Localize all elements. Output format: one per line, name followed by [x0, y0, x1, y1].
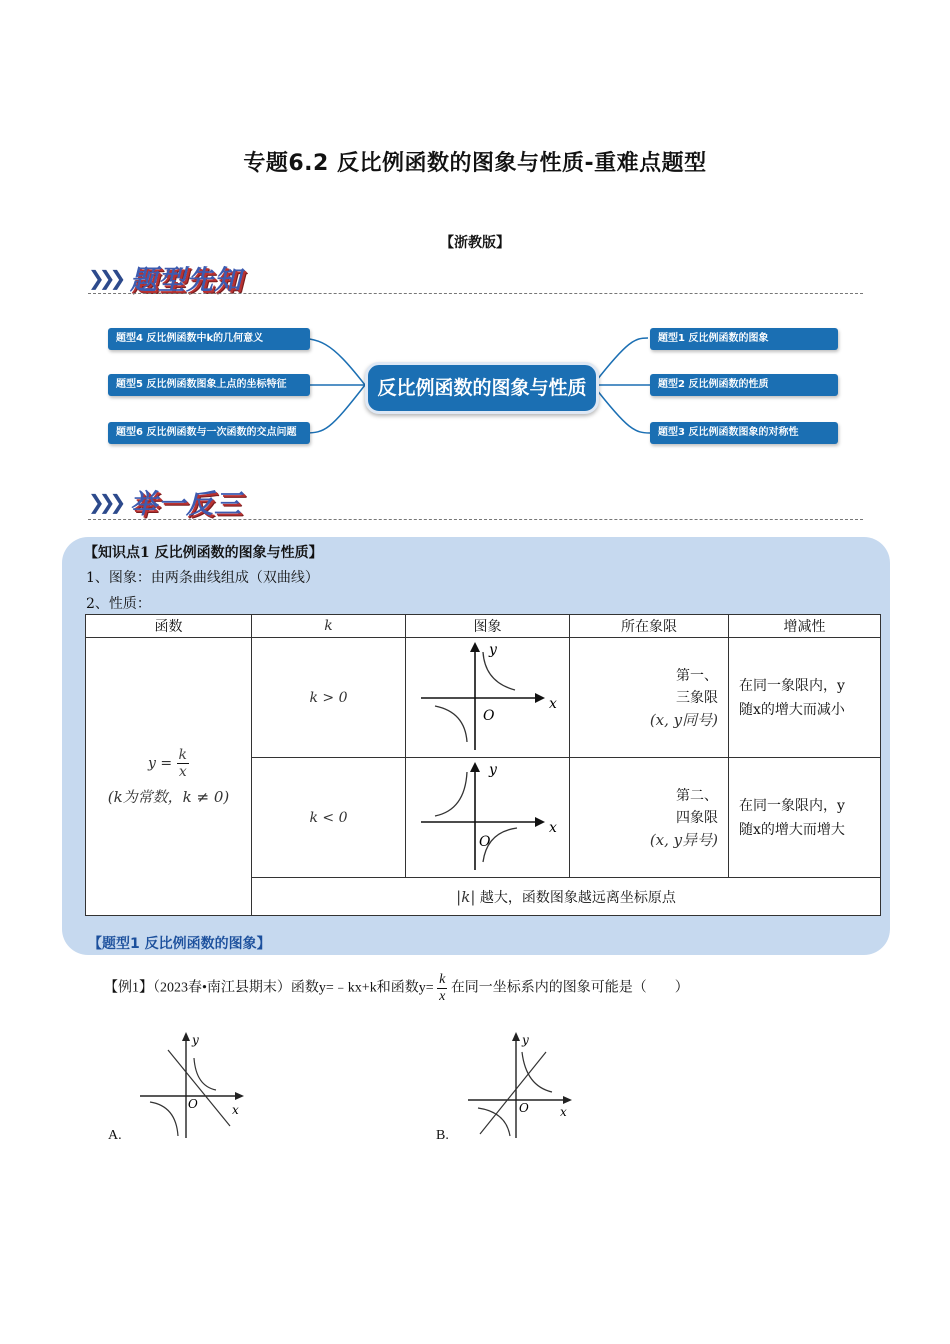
mindmap-type5: 题型5 反比例函数图象上点的坐标特征: [108, 374, 310, 396]
origin-label: O: [188, 1097, 198, 1111]
mindmap-type3: 题型3 反比例函数图象的对称性: [650, 422, 838, 444]
header-quadrant: 所在象限: [570, 615, 729, 638]
axis-x-label: x: [560, 1105, 567, 1119]
fraction-numerator: k: [178, 746, 188, 763]
k-positive: k > 0: [252, 638, 406, 758]
properties-table: [85, 614, 881, 916]
table-row: [86, 638, 881, 758]
arrows-icon: ❯❯❯: [88, 490, 121, 514]
header-k: k: [252, 615, 406, 638]
divider: [88, 293, 863, 294]
option-b-label[interactable]: B.: [436, 1128, 449, 1143]
axis-x-label: x: [548, 696, 557, 712]
trend-text: 随x的增大而减小: [739, 701, 845, 718]
quadrant-negative-cell: [570, 758, 729, 878]
hyperbola-negative-graph: [413, 758, 563, 873]
abs-k: |k|: [456, 887, 476, 906]
mindmap: [100, 300, 862, 468]
arrows-icon: ❯❯❯: [88, 266, 121, 290]
mindmap-type6: 题型6 反比例函数与一次函数的交点问题: [108, 422, 310, 444]
axis-y-label: y: [522, 1033, 529, 1047]
abs-k-text: 越大，函数图象越远离坐标原点: [479, 889, 676, 906]
example-suffix: 在同一坐标系内的图象可能是（ ）: [450, 980, 689, 996]
banner-text: 举一反三: [130, 489, 242, 520]
hyperbola-positive-graph: [413, 638, 563, 753]
mindmap-type1: 题型1 反比例函数的图象: [650, 328, 838, 350]
function-condition: (k为常数，k ≠ 0): [107, 787, 230, 806]
example-question: [104, 972, 689, 1005]
header-monotonicity: 增减性: [729, 615, 881, 638]
quadrant-text: 第二、: [676, 787, 718, 804]
edition-label: 【浙教版】: [440, 235, 510, 251]
mindmap-type2: 题型2 反比例函数的性质: [650, 374, 838, 396]
quadrant-text: 第一、: [676, 667, 718, 684]
knowledge-line-1: 1、图象：由两条曲线组成（双曲线）: [86, 570, 319, 586]
quadrant-text: 三象限: [676, 689, 718, 706]
origin-label: O: [519, 1101, 529, 1115]
header-function: 函数: [86, 615, 252, 638]
axis-y-label: y: [488, 642, 497, 658]
origin-label: O: [482, 708, 494, 724]
fraction-denominator: x: [178, 763, 187, 780]
knowledge-box: [62, 537, 890, 955]
knowledge-line-2: 2、性质：: [86, 596, 151, 612]
k-negative: k < 0: [252, 758, 406, 878]
axis-x-label: x: [232, 1103, 239, 1117]
table-header-row: [86, 615, 881, 638]
quadrant-sign: (x, y异号): [649, 830, 718, 849]
header-graph: 图象: [406, 615, 570, 638]
example-prefix: 【例1】（2023春•南江县期末）函数y=﹣kx+k和函数y=: [104, 980, 434, 996]
trend-negative-cell: [729, 758, 881, 878]
function-y: y =: [147, 755, 173, 771]
banner-type-preview: [88, 258, 318, 298]
example-fraction: [437, 972, 447, 1005]
graph-negative-cell: [406, 758, 570, 878]
page-title: 专题6.2 反比例函数的图象与性质-重难点题型: [243, 151, 707, 176]
function-cell: [86, 638, 252, 916]
knowledge-heading: 【知识点1 反比例函数的图象与性质】: [84, 545, 323, 561]
banner-text: 题型先知: [130, 265, 242, 296]
trend-text: 在同一象限内，y: [739, 677, 845, 694]
divider: [88, 519, 863, 520]
function-fraction: [177, 747, 189, 780]
mindmap-center: 反比例函数的图象与性质: [365, 362, 599, 414]
trend-text: 在同一象限内，y: [739, 797, 845, 814]
section-heading: 【题型1 反比例函数的图象】: [88, 936, 271, 952]
origin-label: O: [478, 834, 490, 850]
quadrant-text: 四象限: [676, 809, 718, 826]
axis-y-label: y: [488, 762, 497, 778]
fraction-numerator: k: [439, 972, 446, 987]
option-b-graph: [466, 1030, 581, 1142]
quadrant-sign: (x, y同号): [649, 710, 718, 729]
trend-text: 随x的增大而增大: [739, 821, 845, 838]
abs-k-note: [252, 878, 881, 916]
banner-examples: [88, 482, 318, 522]
option-a-label[interactable]: A.: [108, 1128, 122, 1143]
axis-y-label: y: [192, 1033, 199, 1047]
option-a-graph: [138, 1030, 253, 1142]
mindmap-type4: 题型4 反比例函数中k的几何意义: [108, 328, 310, 350]
trend-positive-cell: [729, 638, 881, 758]
graph-positive-cell: [406, 638, 570, 758]
quadrant-positive-cell: [570, 638, 729, 758]
fraction-denominator: x: [439, 989, 446, 1004]
axis-x-label: x: [548, 820, 557, 836]
